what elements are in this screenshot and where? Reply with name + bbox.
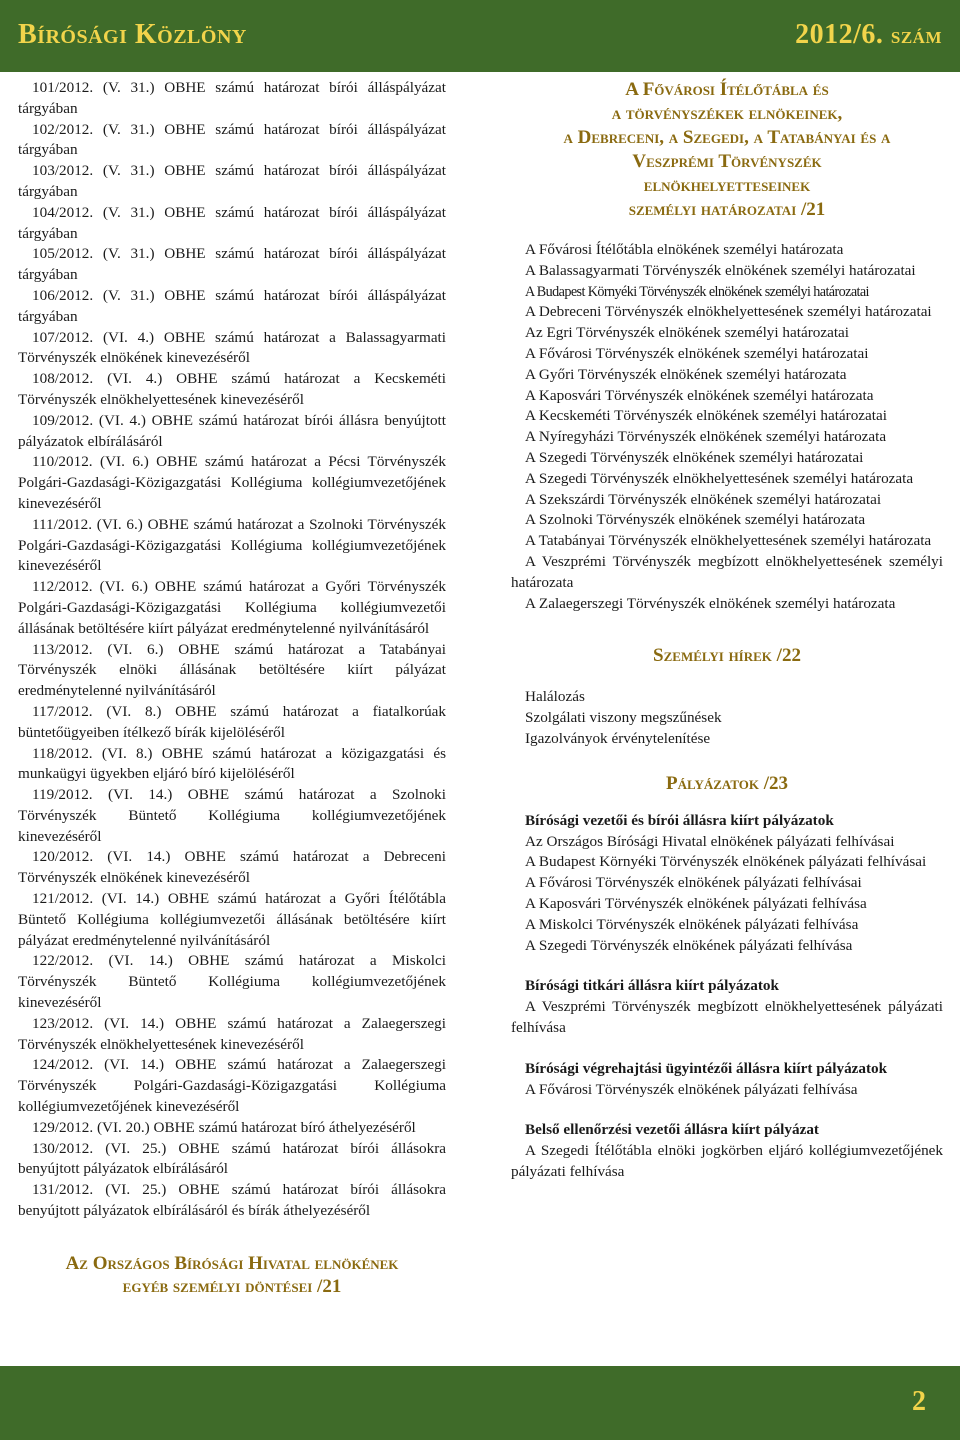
issue-number	[795, 19, 942, 51]
decision-entry: 112/2012. (VI. 6.) OBHE számú határozat a Győri Törvényszék Polgári-Gazdasági-Közigazgatási Kollégiuma kollégiumvezetői állásának betöltésére kiírt pályázat eredménytelenné nyilvánításáról	[18, 578, 446, 637]
personnel-decision-item: A Tatabányai Törvényszék elnökhelyettesének személyi határozata	[525, 532, 932, 550]
right-section2-title: Személyi hírek /22	[653, 645, 801, 667]
tender-group-heading: Belső ellenőrzési vezetői állásra kiírt pályázat	[525, 1121, 819, 1139]
personnel-news-list	[511, 687, 943, 749]
title-line: a törvényszékek elnökeinek,	[611, 103, 843, 124]
personnel-news-item: Igazolványok érvénytelenítése	[525, 729, 711, 747]
decision-entry: 122/2012. (VI. 14.) OBHE számú határozat a Miskolci Törvényszék Büntető Kollégiuma kollégiumvezetőjének kinevezéséről	[18, 952, 446, 1012]
right-column	[511, 78, 943, 1183]
tender-item: A Miskolci Törvényszék elnökének pályázati felhívása	[525, 915, 859, 933]
personnel-decision-item: A Kaposvári Törvényszék elnökének személyi határozata	[525, 386, 874, 404]
personnel-decision-item: A Fővárosi Ítélőtábla elnökének személyi határozata	[525, 241, 844, 258]
decision-entry: 124/2012. (VI. 14.) OBHE számú határozat a Zalaegerszegi Törvényszék Polgári-Gazdasági-Közigazgatási Kollégiuma kollégiumvezetőjének kinevezéséről	[18, 1056, 446, 1116]
tender-item: A Szegedi Ítélőtábla elnöki jogkörben eljáró kollégiumvezetőjének pályázati felhívása	[511, 1142, 943, 1180]
left-section-title-line: egyéb személyi döntései /21	[122, 1275, 342, 1297]
title-line: Veszprémi Törvényszék	[632, 151, 822, 172]
personnel-decision-item: A Kecskeméti Törvényszék elnökének személyi határozatai	[525, 407, 887, 425]
tender-group	[511, 1120, 943, 1182]
decision-entry: 109/2012. (VI. 4.) OBHE számú határozat bírói állásra benyújtott pályázatok elbírálásáról	[18, 411, 446, 450]
personnel-decision-item: A Veszprémi Törvényszék megbízott elnökhelyettesének személyi határozata	[511, 552, 943, 591]
issue-suffix: szám	[890, 23, 942, 49]
personnel-news-item: Halálozás	[525, 688, 585, 706]
tender-group	[511, 976, 943, 1038]
personnel-decision-item: Az Egri Törvényszék elnökének személyi határozatai	[525, 324, 850, 342]
title-line: személyi határozatai /21	[628, 199, 826, 220]
personnel-decision-item: A Balassagyarmati Törvényszék elnökének személyi határozatai	[525, 261, 916, 279]
decision-entry: 105/2012. (V. 31.) OBHE számú határozat bírói álláspályázat tárgyában	[18, 245, 446, 284]
tender-item: A Budapest Környéki Törvényszék elnökének pályázati felhívásai	[525, 853, 927, 871]
tender-group	[511, 1059, 943, 1101]
decision-entry: 106/2012. (V. 31.) OBHE számú határozat bírói álláspályázat tárgyában	[18, 286, 446, 325]
decision-list	[18, 78, 446, 1222]
decision-entry: 102/2012. (V. 31.) OBHE számú határozat bírói álláspályázat tárgyában	[18, 120, 446, 159]
tender-item: A Szegedi Törvényszék elnökének pályázati felhívása	[525, 936, 853, 954]
right-section3-title: Pályázatok /23	[665, 772, 789, 794]
left-section-title-line: Az Országos Bírósági Hivatal elnökének	[65, 1252, 399, 1274]
journal-title: Bírósági Közlöny	[18, 19, 247, 50]
decision-entry: 119/2012. (VI. 14.) OBHE számú határozat a Szolnoki Törvényszék Büntető Kollégiuma kollégiumvezetőjének kinevezéséről	[18, 786, 446, 845]
decision-entry: 131/2012. (VI. 25.) OBHE számú határozat bírói állásokra benyújtott pályázatok elbírálásáról és bírák áthelyezéséről	[18, 1181, 446, 1220]
personnel-decision-item: A Szegedi Törvényszék elnökhelyettesének személyi határozata	[525, 469, 914, 487]
decision-entry: 111/2012. (VI. 6.) OBHE számú határozat a Szolnoki Törvényszék Polgári-Gazdasági-Közigazgatási Kollégiuma kollégiumvezetőjének kinevezéséről	[18, 515, 446, 575]
tender-group	[511, 811, 943, 957]
personnel-decision-item: A Szekszárdi Törvényszék elnökének személyi határozatai	[525, 490, 882, 508]
tender-group-heading: Bírósági vezetői és bírói állásra kiírt pályázatok	[525, 811, 834, 829]
decision-entry: 117/2012. (VI. 8.) OBHE számú határozat a fiatalkorúak büntetőügyeiben ítélkező bírák kijelöléséről	[18, 702, 446, 741]
decision-entry: 103/2012. (V. 31.) OBHE számú határozat bírói álláspályázat tárgyában	[18, 162, 446, 200]
decision-entry: 118/2012. (VI. 8.) OBHE számú határozat a közigazgatási és munkaügyi ügyekben eljáró bíró kijelöléséről	[18, 744, 446, 783]
tender-item: A Fővárosi Törvényszék elnökének pályázati felhívásai	[525, 874, 862, 892]
decision-entry: 104/2012. (V. 31.) OBHE számú határozat bírói álláspályázat tárgyában	[18, 203, 446, 242]
personnel-decision-item: A Szolnoki Törvényszék elnökének személyi határozata	[525, 511, 866, 529]
personnel-news-item: Szolgálati viszony megszűnések	[525, 709, 722, 727]
personnel-decision-item: A Debreceni Törvényszék elnökhelyettesének személyi határozatai	[525, 303, 932, 321]
tender-item: A Fővárosi Törvényszék elnökének pályázati felhívása	[525, 1080, 858, 1098]
issue-main: 2012/6.	[795, 19, 884, 50]
decision-entry: 129/2012. (VI. 20.) OBHE számú határozat bíró áthelyezéséről	[32, 1118, 416, 1136]
decision-entry: 113/2012. (VI. 6.) OBHE számú határozat a Tatabányai Törvényszék elnöki állásának betöltésére kiírt pályázat eredménytelenné nyilvánításáról	[18, 640, 446, 700]
decision-entry: 130/2012. (VI. 25.) OBHE számú határozat bírói állásokra benyújtott pályázatok elbírálásáról	[18, 1139, 446, 1178]
title-line: elnökhelyetteseinek	[643, 175, 811, 196]
personnel-decision-item: A Győri Törvényszék elnökének személyi határozata	[525, 365, 847, 383]
tender-item: A Veszprémi Törvényszék megbízott elnökhelyettesének pályázati felhívása	[511, 998, 943, 1036]
tender-group-heading: Bírósági titkári állásra kiírt pályázatok	[525, 977, 779, 995]
decision-entry: 107/2012. (VI. 4.) OBHE számú határozat a Balassagyarmati Törvényszék elnökének kinevezéséről	[18, 328, 446, 367]
header-bar	[0, 0, 960, 72]
personnel-decision-item: A Zalaegerszegi Törvényszék elnökének személyi határozata	[525, 594, 896, 612]
personnel-decision-item: A Szegedi Törvényszék elnökének személyi határozatai	[525, 448, 864, 466]
title-line: A Fővárosi Ítélőtábla és	[625, 79, 829, 100]
decision-entry: 123/2012. (VI. 14.) OBHE számú határozat a Zalaegerszegi Törvényszék elnökhelyettesének kinevezéséről	[18, 1014, 446, 1053]
decision-entry: 110/2012. (VI. 6.) OBHE számú határozat a Pécsi Törvényszék Polgári-Gazdasági-Közigazgatási Kollégiuma kollégiumvezetőjének kinevezéséről	[18, 453, 446, 512]
left-section-title	[18, 1252, 446, 1298]
decision-entry: 120/2012. (VI. 14.) OBHE számú határozat a Debreceni Törvényszék elnökének kinevezéséről	[18, 848, 446, 887]
personnel-decisions-list	[511, 240, 943, 614]
decision-entry: 101/2012. (V. 31.) OBHE számú határozat bírói álláspályázat tárgyában	[18, 79, 446, 117]
footer-bar	[0, 1366, 960, 1440]
personnel-decision-item: A Budapest Környéki Törvényszék elnökének személyi határozatai	[525, 283, 869, 300]
title-line: a Debreceni, a Szegedi, a Tatabányai és a	[563, 127, 891, 148]
decision-entry: 108/2012. (VI. 4.) OBHE számú határozat a Kecskeméti Törvényszék elnökhelyettesének kinevezéséről	[18, 370, 446, 408]
page-number: 2	[912, 1386, 926, 1417]
tender-item: A Kaposvári Törvényszék elnökének pályázati felhívása	[525, 894, 867, 912]
personnel-decision-item: A Fővárosi Törvényszék elnökének személyi határozatai	[525, 344, 869, 362]
left-column	[18, 78, 446, 1298]
right-section1-title	[511, 78, 943, 222]
decision-entry: 121/2012. (VI. 14.) OBHE számú határozat a Győri Ítélőtábla Büntető Kollégiuma kollégiumvezetői állásának betöltésére kiírt pályázat eredménytelenné nyilvánításáról	[18, 890, 446, 949]
personnel-decision-item: A Nyíregyházi Törvényszék elnökének személyi határozata	[525, 428, 887, 446]
tender-group-heading: Bírósági végrehajtási ügyintézői állásra kiírt pályázatok	[525, 1059, 888, 1077]
tenders-list	[511, 811, 943, 1183]
tender-item: Az Országos Bírósági Hivatal elnökének pályázati felhívásai	[525, 832, 895, 850]
